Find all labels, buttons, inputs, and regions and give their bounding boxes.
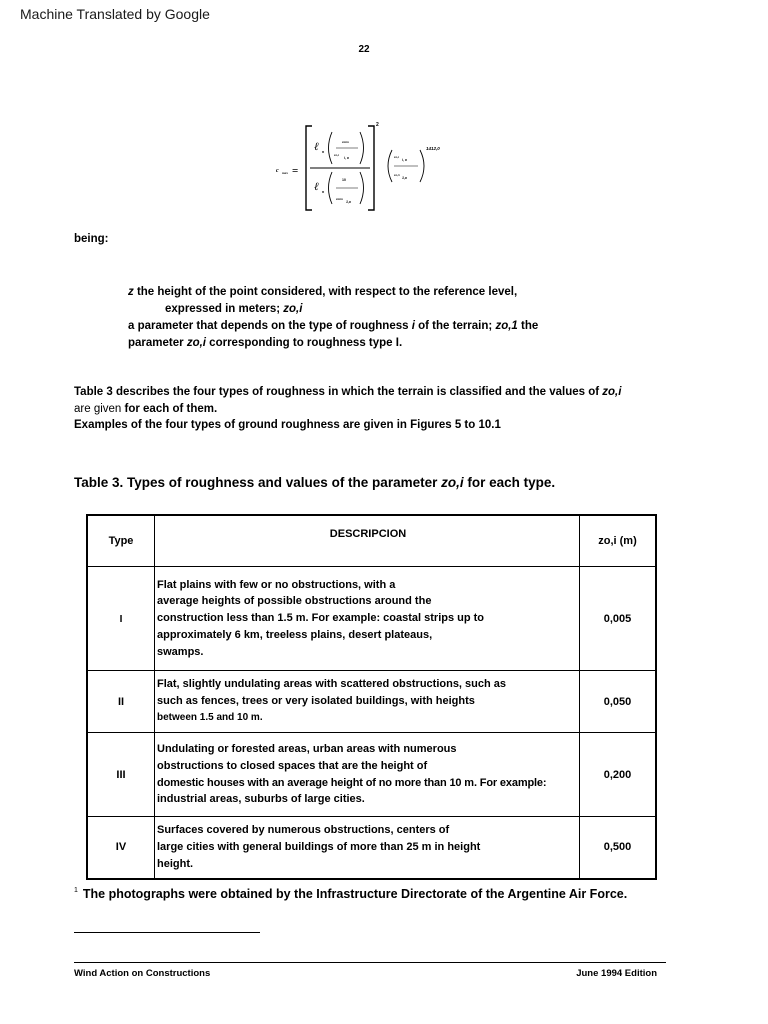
row-description: Flat, slightly undulating areas with scattered obstructions, such as such as fences, trees or very isolated buildings, with heights between 1.5 and 10 m.: [155, 671, 580, 733]
footnote-divider: [74, 932, 260, 933]
row-type: I: [87, 567, 155, 671]
table-row: [87, 817, 656, 879]
header-value: zo,i (m): [580, 515, 657, 567]
header-type: Type: [87, 515, 155, 567]
table-title: Table 3. Types of roughness and values of the parameter zo,i for each type.: [74, 475, 556, 490]
roughness-formula: [270, 118, 470, 218]
row-value: 0,050: [580, 671, 657, 733]
row-type: III: [87, 733, 155, 817]
definition-z: z the height of the point considered, with respect to the reference level,: [128, 286, 518, 298]
formula-ln-top-sub: n: [322, 149, 325, 154]
formula-ratio-bottom: zo,1: [394, 173, 400, 177]
roughness-table: [86, 514, 657, 880]
formula-lhs: c: [276, 168, 279, 174]
table-row: [87, 671, 656, 733]
formula-ln-bottom-sub: n: [322, 189, 325, 194]
machine-translated-banner: Machine Translated by Google: [20, 6, 210, 22]
formula-ln-bottom: ℓ: [314, 181, 319, 193]
formula-ratio-top-sub: i, o: [402, 158, 408, 162]
row-type: IV: [87, 817, 155, 879]
header-description: DESCRIPCION: [155, 515, 580, 567]
intro-paragraph: [74, 384, 674, 434]
variable-definitions: [128, 284, 648, 352]
footnote-mark: 1: [74, 887, 78, 894]
formula-den-top: 10: [342, 178, 346, 182]
formula-ratio-exponent: 1412,0: [426, 146, 440, 151]
footer-title: Wind Action on Constructions: [74, 968, 211, 979]
row-value: 0,005: [580, 567, 657, 671]
formula-den-bottom-sub: 1,o: [346, 200, 352, 204]
formula-lhs-sub: mex: [282, 171, 289, 175]
row-description: Flat plains with few or no obstructions, with a average heights of possible obstructions around the construction less than 1.5 m. For example: coastal strips up to approximately 6 km, treeless plains, desert plateaus, swamps.: [155, 567, 580, 671]
intro-line-1: Table 3 describes the four types of roughness in which the terrain is classified and the values of zo,i: [74, 386, 622, 398]
definition-parameter-zo1: parameter zo,i corresponding to roughness type I.: [128, 337, 403, 349]
footer-edition: June 1994 Edition: [576, 968, 657, 979]
intro-line-3: Examples of the four types of ground roughness are given in Figures 5 to 10.1: [74, 419, 501, 431]
footer-divider: [74, 962, 666, 963]
formula-ratio-bottom-sub: 1,o: [402, 176, 408, 180]
row-description: Undulating or forested areas, urban areas with numerous obstructions to closed spaces that are the height of domestic houses with an average height of no more than 10 m. For example: industrial areas, suburbs of large cities.: [155, 733, 580, 817]
formula-outer-exponent: 2: [376, 122, 379, 128]
definition-parameter: a parameter that depends on the type of roughness i of the terrain; zo,1 the: [128, 320, 539, 332]
formula-num-bottom-sub: i, o: [344, 156, 350, 160]
formula-ln-top: ℓ: [314, 141, 319, 153]
formula-equals: =: [292, 165, 299, 177]
definition-z-cont: expressed in meters; zo,i: [165, 303, 303, 315]
formula-den-bottom: zmin: [336, 197, 343, 201]
row-description: Surfaces covered by numerous obstructions, centers of large cities with general buildings of more than 25 m in height height.: [155, 817, 580, 879]
intro-line-2: are given for each of them.: [74, 402, 218, 415]
page-number: 22: [358, 44, 370, 55]
formula-num-bottom: zo,i: [334, 153, 339, 157]
row-type: II: [87, 671, 155, 733]
formula-ratio-top: zo,i: [394, 155, 399, 159]
row-value: 0,200: [580, 733, 657, 817]
being-label: being:: [74, 233, 109, 245]
table-header-row: [87, 515, 656, 567]
table-row: [87, 567, 656, 671]
table-row: [87, 733, 656, 817]
footnote: $^1$ The photographs were obtained by the Infrastructure Directorate of the Argentine Air Force.: [74, 887, 628, 901]
row-value: 0,500: [580, 817, 657, 879]
formula-num-top: zmin: [342, 140, 349, 144]
